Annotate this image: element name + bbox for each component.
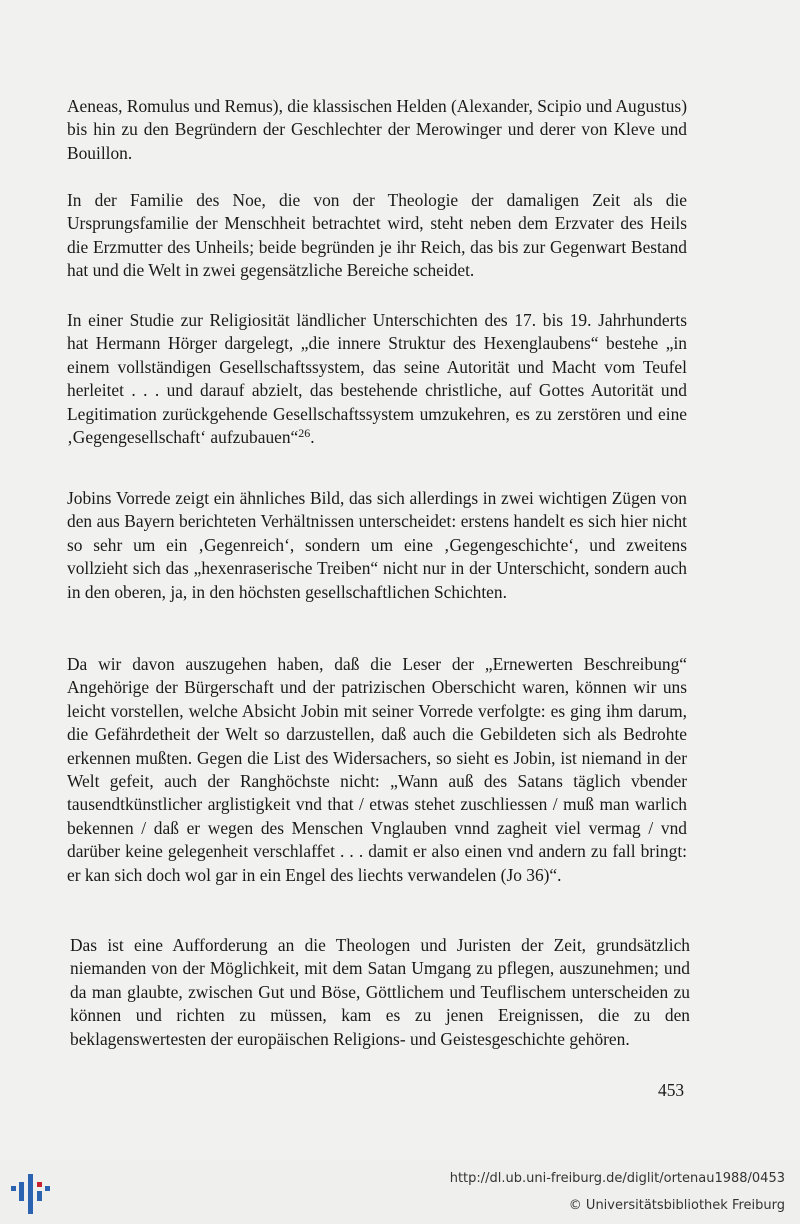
library-logo-icon (8, 1171, 52, 1217)
paragraph (67, 309, 687, 449)
paragraph: In der Familie des Noe, die von der Theologie der damaligen Zeit als die Ursprungsfamilie der Menschheit betrachtet wird, steht neben dem Erzvater des Heils die Erzmutter des Unheils; beide begründen je ihr Reich, das bis zur Gegenwart Bestand hat und die Welt in zwei gegensätzliche Bereiche scheidet. (67, 190, 687, 281)
copyright-text: © Universitätsbibliothek Freiburg (568, 1198, 785, 1213)
paragraph: Da wir davon auszugehen haben, daß die Leser der „Ernewerten Beschreibung“ Angehörige der Bürgerschaft und der patrizischen Oberschicht waren, können wir uns leicht vorstellen, welche Absicht Jobin mit seiner Vorrede verfolgte: es ging ihm darum, die Gefährdetheit der Welt so darzustellen, daß auch die Gebildeten sich als Bedrohte erkennen mußten. Gegen die List des Widersachers, so sieht es Jobin, ist niemand in der Welt gefeit, auch der Ranghöchste nicht: „Wann auß des Satans täglich vbender tausendtkünstlicher arglistigkeit vnd that / etwas stehet zuschliessen / muß man warlich bekennen / daß er wegen des Menschen Vnglauben vnnd zagheit viel vermag / vnd darüber keine gelegenheit verschlaffet . . . damit er also einen vnd andern zu fall bringt: er kan sich doch wol gar in ein Engel des liechts verwandelen (Jo 36)“. (67, 654, 687, 885)
footnote-ref[interactable]: 26 (298, 426, 311, 441)
paragraph: Jobins Vorrede zeigt ein ähnliches Bild, das sich allerdings in zwei wichtigen Zügen von den aus Bayern berichteten Verhältnissen unterscheidet: erstens handelt es sich hier nicht so sehr um ein ‚Gegenreich‘, sondern um eine ‚Gegengeschichte‘, und zweitens vollzieht sich das „hexenraserische Treiben“ nicht nur in der Unterschicht, sondern auch in den oberen, ja, in den höchsten gesellschaftlichen Schichten. (67, 488, 687, 602)
paragraph-text: In einer Studie zur Religiosität ländlicher Unterschichten des 17. bis 19. Jahrhunderts hat Hermann Hörger dargelegt, „die innere Struktur des Hexenglaubens“ bestehe „in einem vollständigen Gesellschaftssystem, das seine Autorität und Macht vom Teufel herleitet . . . und darauf abzielt, das bestehende christliche, auf Gottes Autorität und Legitimation zurückgehende Gesellschaftssystem umzukehren, es zu zerstören und eine ‚Gegengesellschaft‘ aufzubauen“ (67, 310, 687, 448)
footer-bar (0, 1160, 800, 1224)
paragraph-end: . (310, 427, 315, 448)
paragraph: Das ist eine Aufforderung an die Theologen und Juristen der Zeit, grundsätzlich niemanden von der Möglichkeit, mit dem Satan Umgang zu pflegen, auszunehmen; und da man glaubte, zwischen Gut und Böse, Göttlichem und Teuflischem unterscheiden zu können und richten zu müssen, kam es zu jenen Ereignissen, die zu den beklagenswertesten der europäischen Religions- und Geistesgeschichte gehören. (70, 935, 690, 1049)
page-number: 453 (658, 1080, 685, 1100)
paragraph: Aeneas, Romulus und Remus), die klassischen Helden (Alexander, Scipio und Augustus) bis hin zu den Begründern der Geschlechter der Merowinger und derer von Kleve und Bouillon. (67, 96, 687, 163)
permalink-link[interactable]: http://dl.ub.uni-freiburg.de/diglit/ortenau1988/0453 (449, 1171, 785, 1186)
